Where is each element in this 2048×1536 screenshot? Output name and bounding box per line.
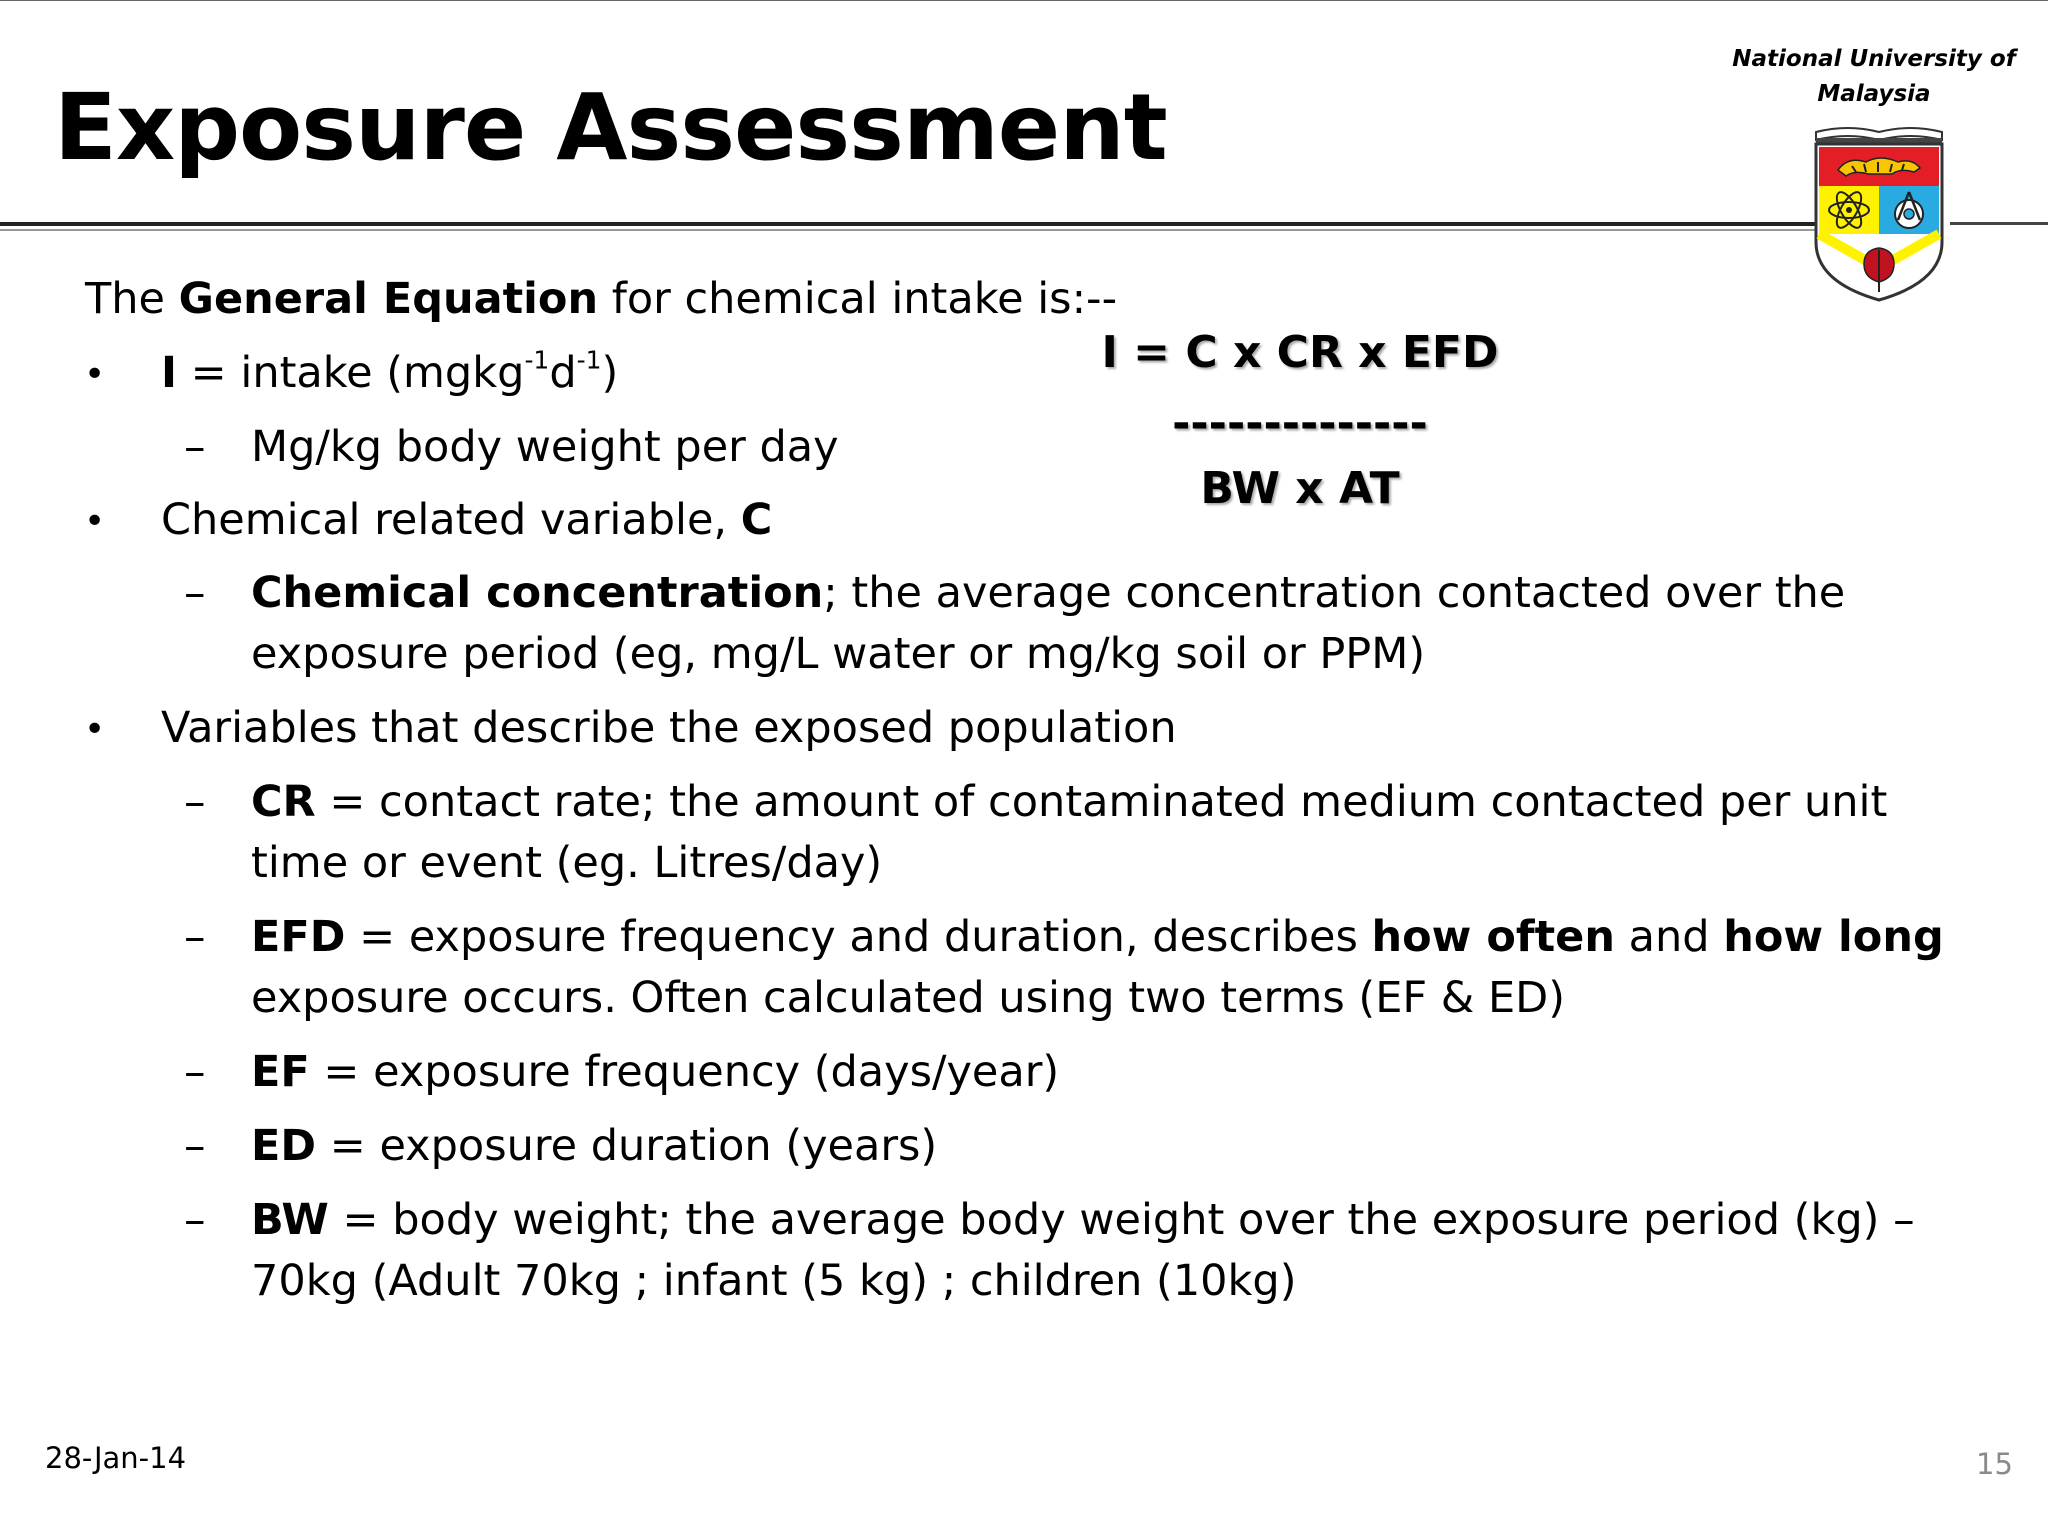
bw-line2: 70kg (Adult 70kg ; infant (5 kg) ; children (10kg) — [251, 1256, 1297, 1306]
population-variables: Variables that describe the exposed population — [161, 703, 1177, 753]
efd-line2: exposure occurs. Often calculated using two terms (EF & ED) — [251, 973, 1566, 1023]
footer-date: 28-Jan-14 — [45, 1441, 187, 1475]
ed-definition: ED = exposure duration (years) — [251, 1121, 938, 1171]
intro-line: The General Equation for chemical intake is:-- — [85, 274, 1118, 324]
intake-definition: I = intake $(mgkg^{-1}d^{-1})$ — [161, 345, 619, 398]
dash-glyph: – — [184, 912, 206, 962]
university-crest-icon — [1808, 122, 1950, 304]
equation-divider: -------------- — [1172, 398, 1428, 449]
ef-definition: EF = exposure frequency (days/year) — [251, 1047, 1060, 1097]
title-rule — [0, 222, 1815, 226]
dash-glyph: – — [184, 422, 206, 472]
dash-glyph: – — [184, 568, 206, 618]
chemical-concentration-line2: exposure period (eg, mg/L water or mg/kg soil or PPM) — [251, 629, 1426, 679]
dash-glyph: – — [184, 1121, 206, 1171]
dash-glyph: – — [184, 1195, 206, 1245]
slide-title: Exposure Assessment — [54, 74, 1167, 181]
chemical-concentration-line1: Chemical concentration; the average concentration contacted over the — [251, 568, 1846, 618]
cr-line2: time or event (eg. Litres/day) — [251, 838, 883, 888]
dash-glyph: – — [184, 1047, 206, 1097]
top-border — [0, 0, 2048, 1]
chemical-variable: Chemical related variable, C — [161, 495, 773, 545]
bullet-glyph: • — [84, 501, 106, 542]
title-rule-right — [1950, 222, 2048, 225]
bw-line1: BW = body weight; the average body weight over the exposure period (kg) – — [251, 1195, 1915, 1245]
efd-line1: EFD = exposure frequency and duration, describes how often and how long — [251, 912, 1944, 962]
university-name: National University of Malaysia — [1732, 46, 2016, 107]
page-number: 15 — [1976, 1447, 2013, 1481]
bullet-glyph: • — [84, 354, 106, 395]
equation-denominator: BW x AT — [1200, 463, 1400, 514]
equation-numerator: I = C x CR x EFD — [1101, 327, 1499, 378]
dash-glyph: – — [184, 777, 206, 827]
bullet-glyph: • — [84, 709, 106, 750]
intake-units: Mg/kg body weight per day — [251, 422, 839, 472]
title-rule-shadow — [0, 229, 1815, 231]
cr-line1: CR = contact rate; the amount of contaminated medium contacted per unit — [251, 777, 1888, 827]
